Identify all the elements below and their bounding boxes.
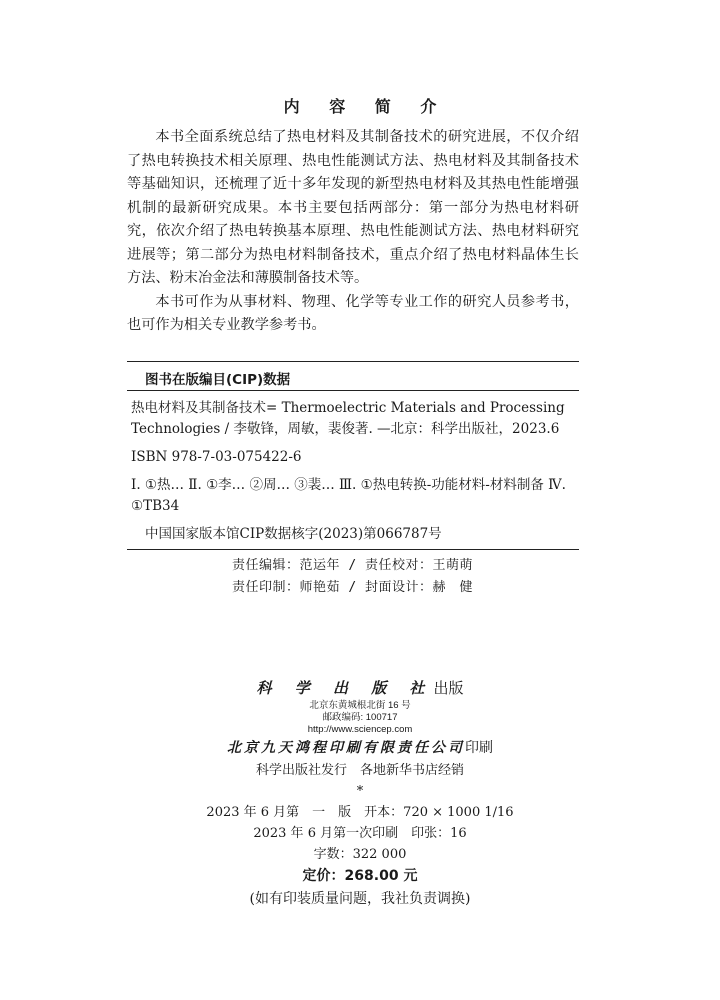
publisher-postcode: 邮政编码: 100717 [322,712,398,723]
printer-line [0,736,720,760]
cip-body [127,398,579,545]
cip-isbn: ISBN 978-7-03-075422-6 [131,449,302,465]
credits-line-2: 责任印制：师艳茹 / 封面设计：赫 健 [232,580,473,595]
price: 定价：268.00 元 [302,868,418,884]
publisher-line [0,676,720,700]
colophon [0,676,720,911]
cip-subjects: Ⅰ. ①热… Ⅱ. ①李… ②周… ③裴… Ⅲ. ①热电转换-功能材料-材料制备 Ⅳ. ①TB34 [131,477,566,514]
credits-line-1: 责任编辑：范运年 / 责任校对：王萌萌 [232,558,473,573]
distribution-line: 科学出版社发行 各地新华书店经销 [255,763,464,778]
publisher-website: http://www.sciencep.com [307,724,413,735]
cip-entry: 热电材料及其制备技术= Thermoelectric Materials and Processing Technologies / 李敬锋，周敏，裴俊著. —北京：科学出版社，2023.6 [131,400,565,437]
publisher-suffix: 出版 [433,679,464,697]
cip-block [127,361,579,550]
printer-name: 北京九天鸿程印刷有限责任公司 [227,740,465,756]
cip-record-number: 中国国家版本馆CIP数据核字(2023)第066787号 [145,526,442,542]
quality-notice: (如有印装质量问题，我社负责调换) [249,891,471,907]
publisher-logo-text: 科 学 出 版 社 [256,679,434,697]
printer-suffix: 印刷 [465,740,493,756]
printing-line: 2023 年 6 月第一次印刷 印张：16 [253,826,467,841]
cip-heading: 图书在版编目(CIP)数据 [145,372,291,388]
summary-section [127,126,579,338]
separator-star: * [356,784,364,799]
summary-paragraph-1: 本书全面系统总结了热电材料及其制备技术的研究进展，不仅介绍了热电转换技术相关原理、热电性能测试方法、热电材料及其制备技术等基础知识，还梳理了近十多年发现的新型热电材料及其热电性能增强机制的最新研究成果。本书主要包括两部分：第一部分为热电材料研究，依次介绍了热电转换基本原理、热电性能测试方法、热电材料研究进展等；第二部分为热电材料制备技术，重点介绍了热电材料晶体生长方法、粉末冶金法和薄膜制备技术等。 [127,129,579,286]
summary-paragraph-2: 本书可作为从事材料、物理、化学等专业工作的研究人员参考书，也可作为相关专业教学参考书。 [127,293,579,333]
word-count: 字数：322 000 [313,847,407,862]
publisher-address: 北京东黄城根北街 16 号 [309,700,411,711]
responsibility-credits [232,555,473,599]
edition-line: 2023 年 6 月第 一 版 开本：720 × 1000 1/16 [206,805,514,820]
page-title: 内 容 简 介 [283,97,449,116]
cip-heading-rule [127,390,579,391]
cip-bottom-rule [127,549,579,550]
